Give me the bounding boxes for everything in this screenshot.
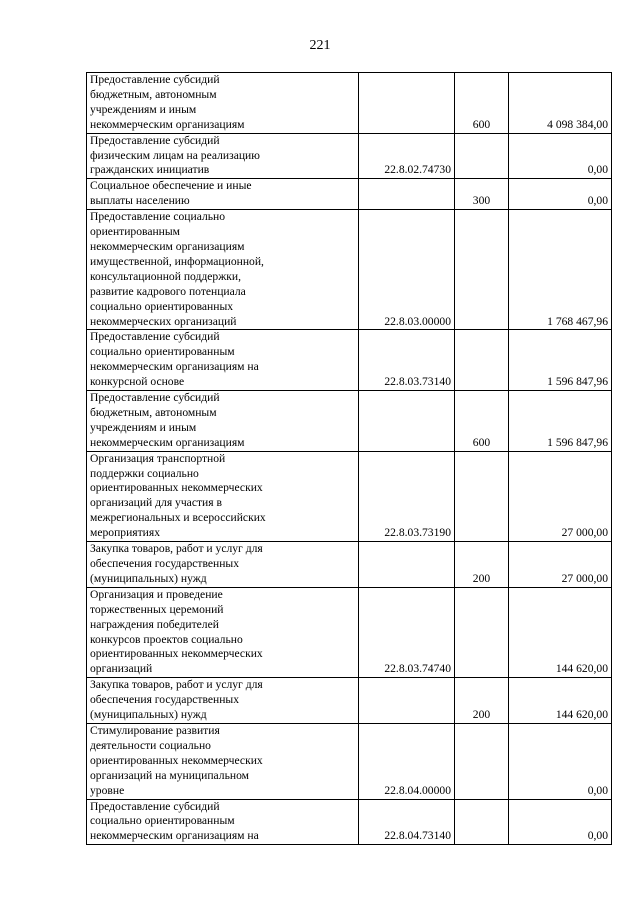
row-code-cell: 22.8.04.00000 [359,723,455,799]
row-name-line: конкурсов проектов социально [90,632,243,646]
row-name-line: некоммерческим организациям [90,239,245,253]
table-row [87,542,612,588]
row-name-line: Организация транспортной [90,451,226,465]
row-name-line: физическим лицам на реализацию [90,148,260,162]
budget-table-body [87,73,612,845]
row-name-line: уровне [90,783,125,797]
row-name-line: ориентированным [90,225,181,239]
row-name-line: конкурсной основе [90,375,185,389]
row-name-line: имущественной, информационной, [90,254,264,268]
row-code-cell: 22.8.04.73140 [359,799,455,845]
row-name-line: ориентированных некоммерческих [90,647,263,661]
row-name-line: учреждениям и иным [90,420,197,434]
row-name-cell [87,587,359,677]
row-name-cell [87,133,359,179]
row-name-line: некоммерческим организациям на [90,829,259,843]
row-code-cell [359,391,455,452]
row-name-cell [87,179,359,210]
row-kind-cell [455,799,509,845]
row-name-line: Предоставление субсидий [90,133,220,147]
row-name-line: ориентированных некоммерческих [90,753,263,767]
budget-table [86,72,612,845]
table-row [87,210,612,330]
row-name-cell [87,391,359,452]
row-sum-cell: 0,00 [509,723,612,799]
table-row [87,723,612,799]
row-kind-cell [455,133,509,179]
row-sum-cell: 1 596 847,96 [509,330,612,391]
page-number: 221 [309,38,331,53]
row-kind-cell: 300 [455,179,509,210]
row-code-cell: 22.8.03.73140 [359,330,455,391]
row-name-cell [87,542,359,588]
row-code-cell: 22.8.02.74730 [359,133,455,179]
table-row [87,179,612,210]
row-name-line: развитие кадрового потенциала [90,284,246,298]
row-code-cell [359,179,455,210]
row-name-line: Предоставление субсидий [90,391,220,405]
row-name-line: Предоставление субсидий [90,330,220,344]
row-code-cell [359,678,455,724]
row-name-line: Предоставление социально [90,210,226,224]
row-sum-cell: 1 768 467,96 [509,210,612,330]
row-name-line: Организация и проведение [90,587,223,601]
table-row [87,330,612,391]
row-kind-cell [455,723,509,799]
row-kind-cell [455,587,509,677]
row-kind-cell: 200 [455,542,509,588]
row-sum-cell: 27 000,00 [509,451,612,541]
row-name-cell [87,799,359,845]
row-name-line: деятельности социально [90,738,211,752]
row-name-cell [87,451,359,541]
row-name-line: обеспечения государственных [90,693,240,707]
row-name-line: некоммерческим организациям [90,117,245,131]
table-row [87,587,612,677]
row-sum-cell: 0,00 [509,179,612,210]
row-sum-cell: 0,00 [509,799,612,845]
row-name-cell [87,73,359,134]
row-code-cell: 22.8.03.00000 [359,210,455,330]
row-name-line: ориентированных некоммерческих [90,481,263,495]
row-name-line: учреждениям и иным [90,102,197,116]
row-name-line: некоммерческим организациям на [90,360,259,374]
row-name-line: Закупка товаров, работ и услуг для [90,542,263,556]
row-name-line: социально ориентированным [90,345,235,359]
row-name-cell [87,210,359,330]
row-name-cell [87,723,359,799]
row-kind-cell [455,451,509,541]
row-name-cell [87,678,359,724]
row-sum-cell: 144 620,00 [509,587,612,677]
table-row [87,799,612,845]
row-name-line: организаций на муниципальном [90,768,249,782]
row-sum-cell: 27 000,00 [509,542,612,588]
row-name-line: гражданских инициатив [90,163,210,177]
row-sum-cell: 0,00 [509,133,612,179]
table-row [87,133,612,179]
row-kind-cell: 600 [455,73,509,134]
row-code-cell: 22.8.03.73190 [359,451,455,541]
row-name-line: Предоставление субсидий [90,73,220,86]
row-code-cell: 22.8.03.74740 [359,587,455,677]
row-name-line: (муниципальных) нужд [90,571,207,585]
row-code-cell [359,542,455,588]
row-name-line: мероприятиях [90,526,161,540]
table-row [87,73,612,134]
row-name-line: Социальное обеспечение и иные [90,179,252,193]
row-name-line: межрегиональных и всероссийских [90,511,266,525]
row-code-cell [359,73,455,134]
row-name-line: социально ориентированным [90,814,235,828]
row-name-line: социально ориентированных [90,299,234,313]
table-row [87,391,612,452]
row-kind-cell: 200 [455,678,509,724]
row-name-line: Предоставление субсидий [90,799,220,813]
row-name-line: выплаты населению [90,194,190,208]
row-name-line: бюджетным, автономным [90,405,217,419]
row-name-line: некоммерческим организациям [90,435,245,449]
row-name-line: торжественных церемоний [90,602,224,616]
row-kind-cell [455,210,509,330]
row-sum-cell: 144 620,00 [509,678,612,724]
row-sum-cell: 4 098 384,00 [509,73,612,134]
row-name-cell [87,330,359,391]
row-name-line: (муниципальных) нужд [90,708,207,722]
row-name-line: обеспечения государственных [90,557,240,570]
row-name-line: организаций для участия в [90,496,222,510]
row-name-line: бюджетным, автономным [90,87,217,101]
row-name-line: консультационной поддержки, [90,269,241,283]
row-kind-cell: 600 [455,391,509,452]
row-name-line: некоммерческих организаций [90,314,237,328]
row-name-line: Закупка товаров, работ и услуг для [90,678,263,692]
row-name-line: поддержки социально [90,466,199,480]
table-row [87,678,612,724]
row-name-line: Стимулирование развития [90,723,220,737]
table-row [87,451,612,541]
row-sum-cell: 1 596 847,96 [509,391,612,452]
row-name-line: организаций [90,662,153,676]
row-kind-cell [455,330,509,391]
row-name-line: награждения победителей [90,617,219,631]
